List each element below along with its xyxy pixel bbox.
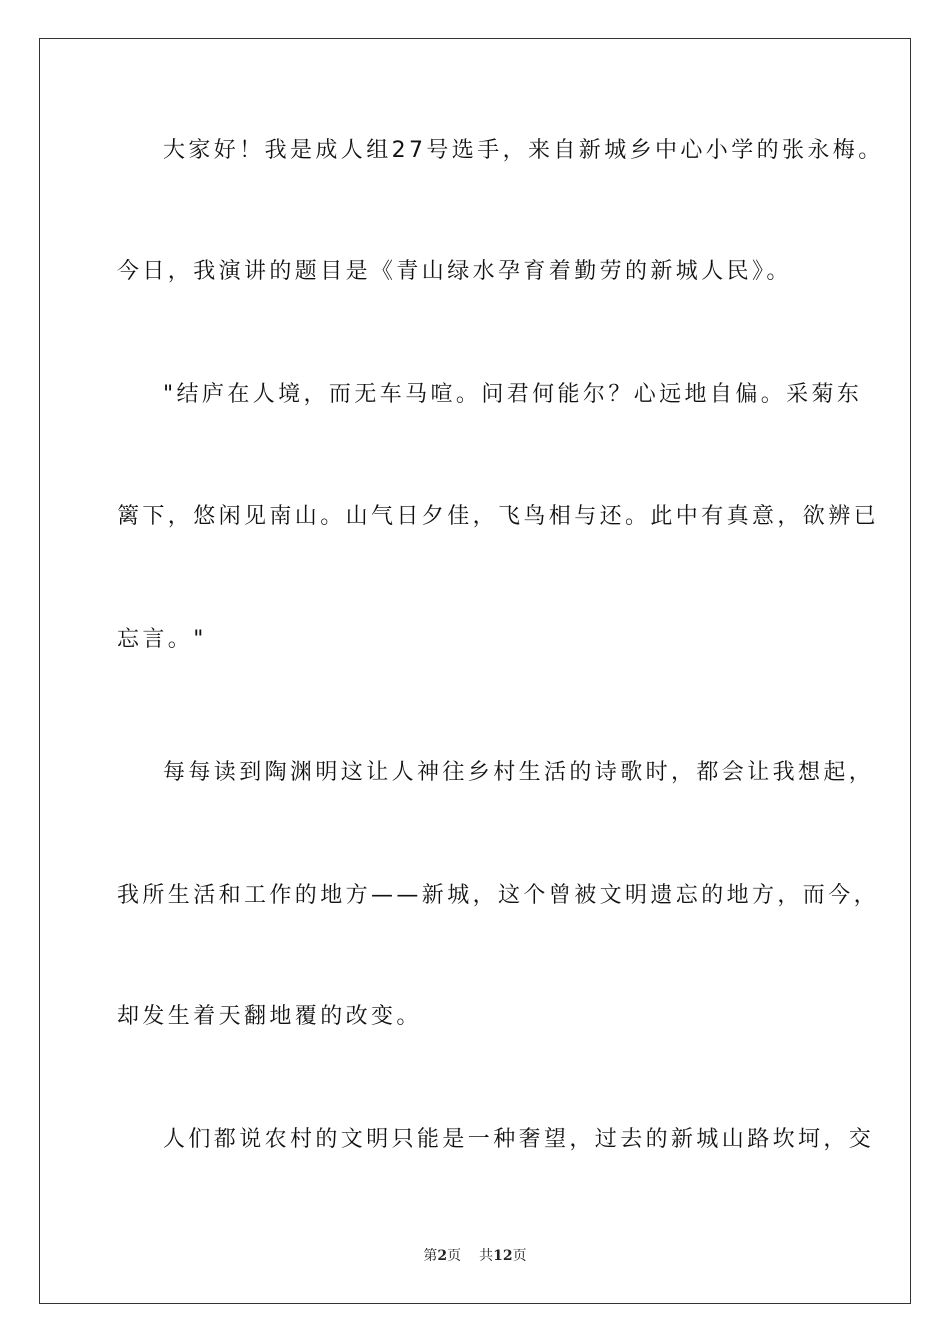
paragraph-line: 篱下，悠闲见南山。山气日夕佳，飞鸟相与还。此中有真意，欲辨已 [117,504,880,529]
paragraph-line: 我所生活和工作的地方——新城，这个曾被文明遗忘的地方，而今， [117,883,880,908]
paragraph-line: 每每读到陶渊明这让人神往乡村生活的诗歌时，都会让我想起， [163,760,875,785]
page-border [39,38,911,1304]
paragraph-line: 人们都说农村的文明只能是一种奢望，过去的新城山路坎坷，交 [163,1127,875,1152]
page-total-number: 12 [493,1248,513,1264]
page-current-number: 2 [437,1248,448,1264]
paragraph-line: 今日，我演讲的题目是《青山绿水孕育着勤劳的新城人民》。 [117,259,792,284]
total-prefix: 共 [479,1248,494,1264]
paragraph-line: "结庐在人境，而无车马喧。问君何能尔？心远地自偏。采菊东 [163,382,863,407]
paragraph-line: 却发生着天翻地覆的改变。 [117,1004,422,1029]
total-unit: 页 [512,1248,527,1264]
paragraph-line: 忘言。" [117,627,207,652]
page-unit: 页 [447,1248,462,1264]
paragraph-line: 大家好！我是成人组27号选手，来自新城乡中心小学的张永梅。 [163,138,884,163]
page-prefix: 第 [423,1248,438,1264]
page-footer [0,1247,950,1265]
